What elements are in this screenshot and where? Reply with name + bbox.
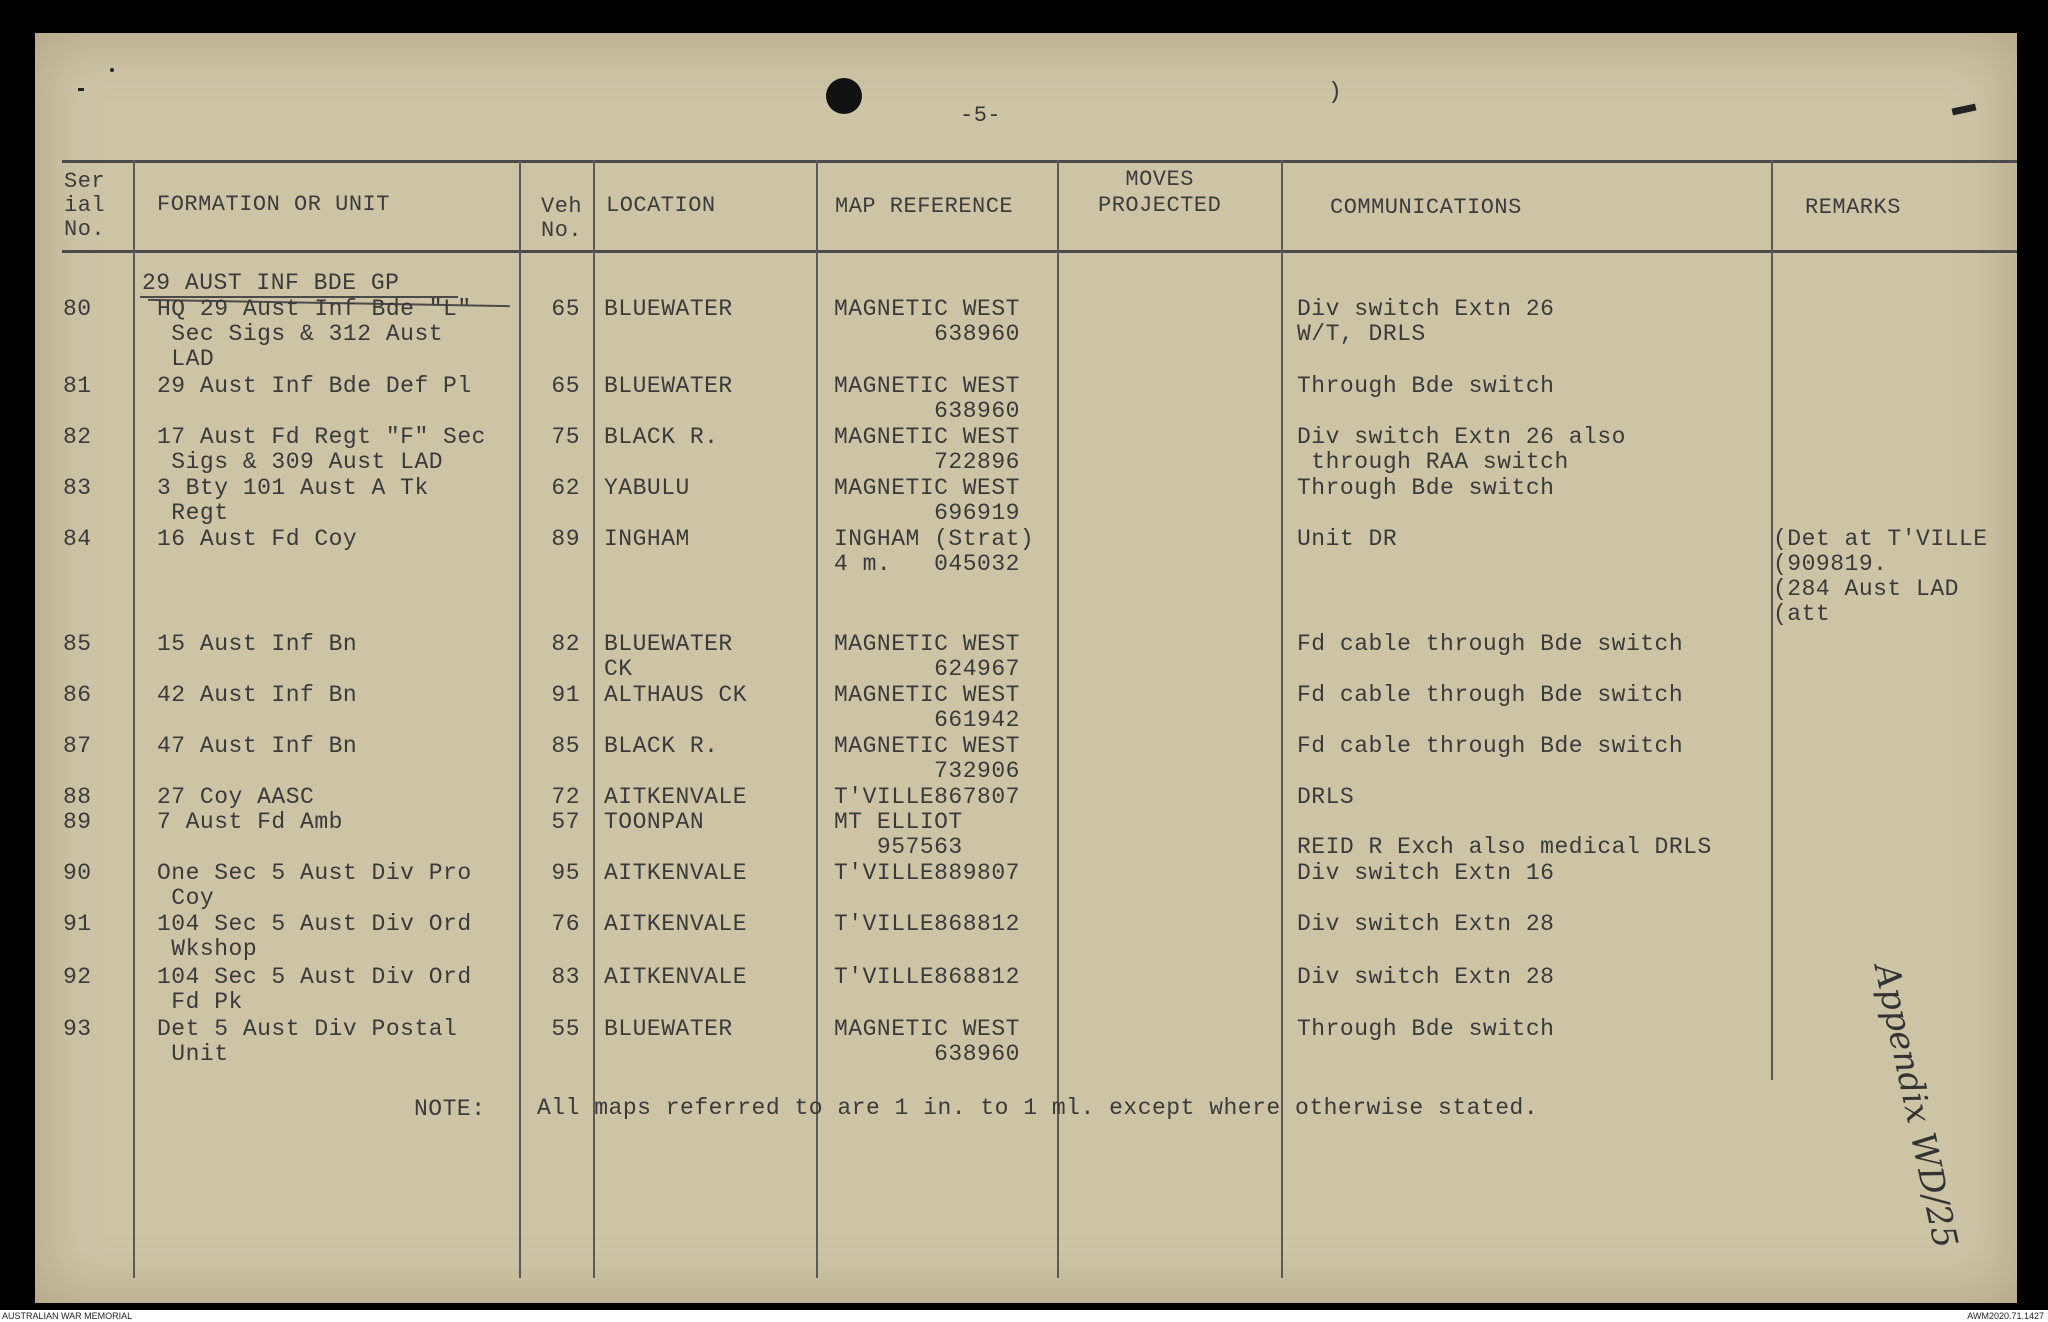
header-moves-projected: MOVES PROJECTED: [1098, 167, 1222, 218]
row-communications: Fd cable through Bde switch: [1297, 631, 1684, 657]
row-veh-no: 91: [551, 682, 580, 708]
row-unit: HQ 29 Aust Inf Bde "L" Sec Sigs & 312 Aust LAD: [157, 296, 472, 372]
row-veh-no: 76: [551, 911, 580, 937]
row-serial: 84: [63, 526, 92, 552]
row-veh-no: 85: [551, 733, 580, 759]
punch-hole: [826, 78, 862, 114]
row-serial: 89: [63, 809, 92, 835]
row-map-reference: T'VILLE867807: [834, 784, 1020, 810]
row-location: BLUEWATER: [604, 1016, 733, 1042]
row-serial: 91: [63, 911, 92, 937]
footer-left: AUSTRALIAN WAR MEMORIAL: [2, 1311, 133, 1321]
row-map-reference: INGHAM (Strat) 4 m. 045032: [834, 526, 1035, 577]
row-map-reference: MT ELLIOT 957563: [834, 809, 963, 860]
row-location: ALTHAUS CK: [604, 682, 748, 708]
row-unit: 15 Aust Inf Bn: [157, 631, 358, 657]
row-unit: One Sec 5 Aust Div Pro Coy: [157, 860, 472, 911]
row-map-reference: MAGNETIC WEST 624967: [834, 631, 1020, 682]
row-serial: 82: [63, 424, 92, 450]
row-location: YABULU: [604, 475, 690, 501]
row-map-reference: T'VILLE868812: [834, 964, 1020, 990]
row-serial: 80: [63, 296, 92, 322]
row-veh-no: 57: [551, 809, 580, 835]
header-formation: FORMATION OR UNIT: [157, 192, 390, 217]
row-veh-no: 95: [551, 860, 580, 886]
column-rule: [519, 160, 521, 1278]
row-map-reference: MAGNETIC WEST 638960: [834, 1016, 1020, 1067]
header-veh: Veh No.: [541, 194, 583, 243]
row-location: BLUEWATER CK: [604, 631, 733, 682]
row-unit: 29 Aust Inf Bde Def Pl: [157, 373, 472, 399]
scan-speck: [78, 88, 84, 91]
row-location: BLUEWATER: [604, 373, 733, 399]
row-communications: Div switch Extn 28: [1297, 911, 1555, 937]
row-veh-no: 62: [551, 475, 580, 501]
row-communications: Fd cable through Bde switch: [1297, 682, 1684, 708]
row-location: BLUEWATER: [604, 296, 733, 322]
row-unit: 42 Aust Inf Bn: [157, 682, 358, 708]
header-communications: COMMUNICATIONS: [1330, 195, 1522, 220]
row-map-reference: T'VILLE889807: [834, 860, 1020, 886]
row-map-reference: T'VILLE868812: [834, 911, 1020, 937]
row-location: INGHAM: [604, 526, 690, 552]
row-unit: 16 Aust Fd Coy: [157, 526, 358, 552]
row-unit: 7 Aust Fd Amb: [157, 809, 343, 835]
row-veh-no: 82: [551, 631, 580, 657]
row-map-reference: MAGNETIC WEST 661942: [834, 682, 1020, 733]
row-map-reference: MAGNETIC WEST 638960: [834, 373, 1020, 424]
row-location: AITKENVALE: [604, 784, 748, 810]
row-veh-no: 65: [551, 296, 580, 322]
row-veh-no: 75: [551, 424, 580, 450]
row-serial: 90: [63, 860, 92, 886]
row-location: TOONPAN: [604, 809, 705, 835]
row-serial: 81: [63, 373, 92, 399]
row-communications: Div switch Extn 26 W/T, DRLS: [1297, 296, 1555, 347]
row-serial: 92: [63, 964, 92, 990]
column-rule: [133, 160, 135, 1278]
scan-speck: [110, 68, 114, 72]
header-remarks: REMARKS: [1805, 195, 1901, 220]
header-bottom-rule: [62, 250, 2017, 253]
row-veh-no: 89: [551, 526, 580, 552]
row-map-reference: MAGNETIC WEST 638960: [834, 296, 1020, 347]
row-serial: 85: [63, 631, 92, 657]
row-communications: Through Bde switch: [1297, 475, 1555, 501]
handwritten-appendix-annotation: Appendix WD/25: [1865, 960, 1966, 1252]
row-location: AITKENVALE: [604, 964, 748, 990]
header-map-reference: MAP REFERENCE: [835, 194, 1014, 219]
row-communications: DRLS: [1297, 784, 1355, 810]
row-serial: 86: [63, 682, 92, 708]
row-unit: 47 Aust Inf Bn: [157, 733, 358, 759]
row-map-reference: MAGNETIC WEST 732906: [834, 733, 1020, 784]
row-unit: 3 Bty 101 Aust A Tk Regt: [157, 475, 429, 526]
row-unit: 17 Aust Fd Regt "F" Sec Sigs & 309 Aust LAD: [157, 424, 486, 475]
row-location: AITKENVALE: [604, 911, 748, 937]
row-location: AITKENVALE: [604, 860, 748, 886]
row-communications: Div switch Extn 26 also through RAA switch: [1297, 424, 1626, 475]
row-serial: 93: [63, 1016, 92, 1042]
row-communications: Div switch Extn 16: [1297, 860, 1555, 886]
row-remarks: (Det at T'VILLE (909819. (284 Aust LAD (att: [1773, 526, 1988, 627]
row-serial: 87: [63, 733, 92, 759]
page-number: -5-: [960, 103, 1002, 128]
row-location: BLACK R.: [604, 424, 719, 450]
row-unit: 104 Sec 5 Aust Div Ord Wkshop: [157, 911, 472, 962]
header-location: LOCATION: [606, 193, 716, 218]
header-serial: Ser ial No.: [64, 169, 106, 242]
row-communications: Unit DR: [1297, 526, 1398, 552]
row-unit: Det 5 Aust Div Postal Unit: [157, 1016, 458, 1067]
row-veh-no: 65: [551, 373, 580, 399]
row-veh-no: 83: [551, 964, 580, 990]
row-communications: Fd cable through Bde switch: [1297, 733, 1684, 759]
row-communications: Through Bde switch: [1297, 373, 1555, 399]
row-communications: REID R Exch also medical DRLS: [1297, 834, 1712, 860]
note-label: NOTE:: [414, 1096, 486, 1122]
row-serial: 83: [63, 475, 92, 501]
header-top-rule: [62, 160, 2017, 163]
paren-mark: ): [1328, 79, 1343, 105]
row-location: BLACK R.: [604, 733, 719, 759]
row-map-reference: MAGNETIC WEST 696919: [834, 475, 1020, 526]
row-unit: 104 Sec 5 Aust Div Ord Fd Pk: [157, 964, 472, 1015]
group-heading: 29 AUST INF BDE GP: [142, 270, 400, 296]
row-communications: Div switch Extn 28: [1297, 964, 1555, 990]
row-veh-no: 55: [551, 1016, 580, 1042]
row-serial: 88: [63, 784, 92, 810]
footer-right: AWM2020.71.1427: [1967, 1311, 2044, 1321]
row-veh-no: 72: [551, 784, 580, 810]
row-communications: Through Bde switch: [1297, 1016, 1555, 1042]
row-map-reference: MAGNETIC WEST 722896: [834, 424, 1020, 475]
note-text: All maps referred to are 1 in. to 1 ml. except where otherwise stated.: [537, 1095, 1539, 1121]
row-unit: 27 Coy AASC: [157, 784, 315, 810]
